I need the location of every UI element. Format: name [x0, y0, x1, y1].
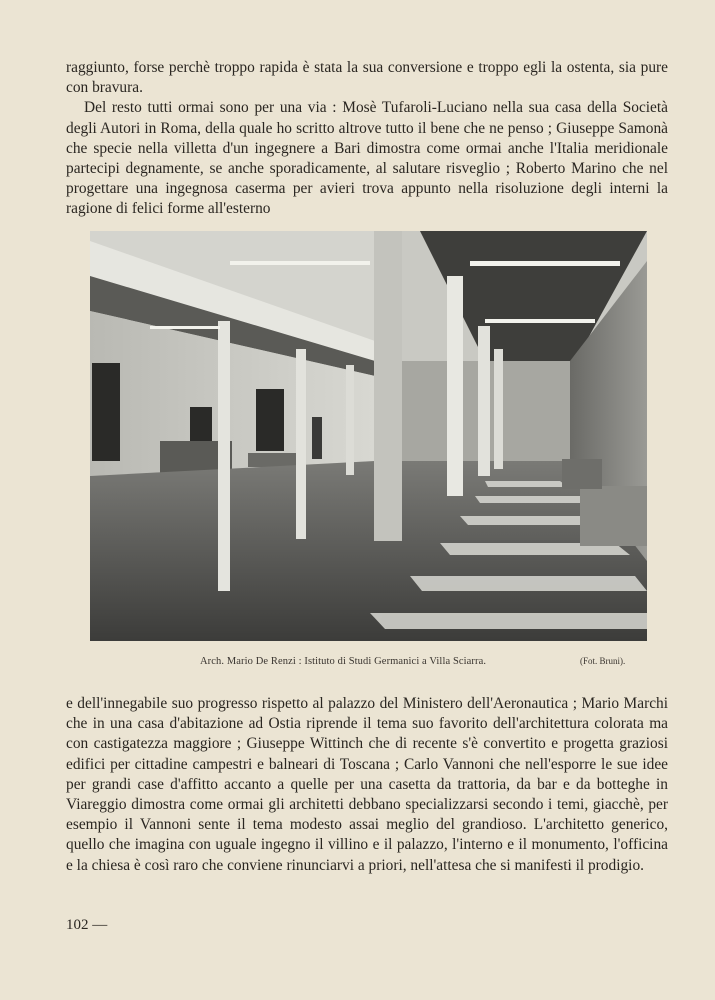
bottom-text-block — [66, 694, 668, 876]
hall-interior-image — [90, 231, 647, 641]
figure-caption: Arch. Mario De Renzi : Istituto di Studi Germanici a Villa Sciarra. — [200, 656, 487, 667]
paragraph-continued: e dell'innegabile suo progresso rispetto al palazzo del Ministero dell'Aeronautica ; Mario Marchi che in una casa d'abitazione ad Ostia riprende il tema suo favorito dell'architettura colorata ma con castigatezza maggiore ; Giuseppe Wittinch che di recente s'è convertito e progetta graziosi edifici per cittadine campestri e balneari di Toscana ; Carlo Vannoni che nell'esporre le sue idee per grandi case d'affitto accanto a quelle per una casetta da trattoria, da bar e da botteghe in Viareggio dimostra come ormai gli architetti debbano specializzarsi secondo i temi, giacchè, per esempio il Vannoni sente il tema modesto assai meglio del grandioso. L'architetto generico, quello che imagina con uguale ingegno il villino e il palazzo, l'interno e il monumento, l'officina e la chiesa è così raro che conviene rinunciarvi a priori, nell'attesa che si manifesti il prodigio. — [66, 695, 668, 874]
architecture-photo — [90, 231, 647, 641]
photo-credit: (Fot. Bruni). — [580, 656, 626, 666]
paragraph-architects: Del resto tutti ormai sono per una via : Mosè Tufaroli-Luciano nella sua casa della Società degli Autori in Roma, della quale ho scritto altrove tutto il bene che ne penso ; Giuseppe Samonà che specie nella villetta d'un ingegnere a Bari dimostra come ormai anche l'Italia meridionale partecipi degnamente, se anche sporadicamente, al salutare risveglio ; Roberto Marino che nel progettare una ingegnosa caserma per avieri trova appunto nella risoluzione degli interni la ragione di felici forme all'esterno — [66, 99, 668, 218]
page-number: 102 — — [66, 917, 108, 933]
top-text-block — [66, 58, 668, 220]
paragraph-continuation: raggiunto, forse perchè troppo rapida è stata la sua conversione e troppo egli la ostenta, sia pure con bravura. — [66, 59, 668, 97]
